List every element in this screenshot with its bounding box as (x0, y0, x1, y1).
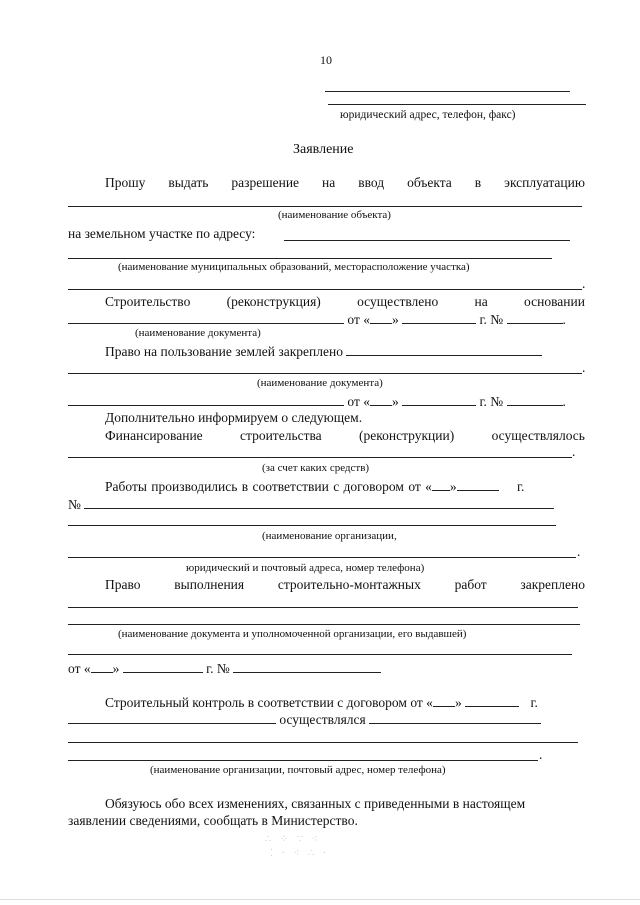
construction-doc-field[interactable] (68, 311, 344, 324)
period: . (577, 544, 581, 559)
land-use-doc-line (68, 393, 566, 410)
right-document-field[interactable] (68, 607, 578, 608)
month-field[interactable] (402, 311, 476, 324)
faint-stamp: ∴ ⁘ ∵ ⁖ (265, 834, 321, 845)
day-field[interactable] (370, 311, 392, 324)
construction-word: осуществлено (357, 294, 439, 309)
caption-document: (наименование документа) (135, 327, 261, 339)
period: . (582, 276, 586, 291)
construction-word: основании (524, 294, 585, 309)
construction-doc-line (68, 311, 566, 328)
day-field[interactable] (433, 694, 455, 707)
period: . (572, 444, 576, 459)
year-label: г. (530, 695, 538, 710)
control-org-field-2[interactable] (369, 711, 541, 724)
land-address-field[interactable] (284, 240, 570, 241)
period: . (582, 360, 586, 375)
control-org-field[interactable] (68, 711, 276, 724)
land-use-field-2[interactable] (68, 373, 582, 374)
from-label: от « (68, 661, 91, 676)
number-field[interactable] (233, 660, 381, 673)
right-document-field-3[interactable] (68, 654, 572, 655)
quote-close: » (112, 661, 120, 676)
right-document-field-2[interactable] (68, 624, 580, 625)
header-line-1 (325, 91, 570, 92)
performed-label: осуществлялся (279, 712, 366, 727)
request-word: эксплуатацию (504, 175, 585, 190)
right-word: строительно-монтажных (277, 577, 421, 592)
document-title: Заявление (293, 142, 354, 157)
land-use-line (105, 343, 542, 360)
caption-address: юридический и почтовый адреса, номер телефона) (186, 562, 425, 574)
month-field[interactable] (402, 393, 476, 406)
financing-word: (реконструкции) (359, 428, 455, 443)
period: . (562, 312, 566, 327)
contract-number-field[interactable] (84, 496, 554, 509)
financing-word: осуществлялось (491, 428, 585, 443)
month-field[interactable] (465, 694, 519, 707)
day-field[interactable] (91, 660, 113, 673)
faint-stamp: ⁚ · ⁖ ∴ · (270, 848, 330, 859)
right-word: закреплено (520, 577, 585, 592)
control-text: Строительный контроль в соответствии с договором от « (105, 695, 433, 710)
year-label: г. (517, 479, 525, 494)
organization-address-field[interactable] (68, 557, 576, 558)
right-word: работ (454, 577, 487, 592)
caption-control: (наименование организации, почтовый адрес, номер телефона) (150, 764, 446, 776)
right-date-line (68, 660, 381, 677)
year-no-label: г. № (479, 312, 504, 327)
request-word: выдать (168, 175, 209, 190)
number-label: № (68, 497, 81, 512)
control-line (105, 694, 538, 711)
construction-word: на (474, 294, 488, 309)
day-field[interactable] (432, 478, 450, 491)
period: . (539, 747, 543, 762)
quote-close: » (391, 312, 399, 327)
works-no-line (68, 496, 554, 513)
page-number: 10 (320, 53, 332, 67)
from-label: от « (347, 312, 370, 327)
number-field[interactable] (507, 393, 563, 406)
control-org-field-3[interactable] (68, 742, 578, 743)
financing-field[interactable] (68, 457, 572, 458)
caption-document: (наименование документа) (257, 377, 383, 389)
day-field[interactable] (370, 393, 392, 406)
right-word: Право (105, 577, 141, 592)
month-field[interactable] (123, 660, 203, 673)
construction-word: (реконструкция) (226, 294, 321, 309)
caption-object: (наименование объекта) (278, 209, 391, 221)
request-word: ввод (358, 175, 385, 190)
land-address-field-3[interactable] (68, 289, 582, 290)
quote-close: » (449, 479, 457, 494)
request-word: объекта (407, 175, 452, 190)
construction-word: Строительство (105, 294, 191, 309)
land-label: на земельном участке по адресу: (68, 226, 256, 241)
land-use-label: Право на пользование землей закреплено (105, 344, 343, 359)
year-no-label: г. № (206, 661, 230, 676)
month-field[interactable] (457, 478, 499, 491)
land-use-doc-field[interactable] (68, 393, 344, 406)
request-word: в (474, 175, 482, 190)
construction-line (105, 294, 585, 310)
right-line (105, 577, 585, 593)
header-caption: юридический адрес, телефон, факс) (340, 109, 516, 121)
from-label: от « (347, 394, 370, 409)
caption-organization: (наименование организации, (262, 530, 397, 542)
page-bottom-edge (0, 899, 640, 900)
request-line (105, 175, 585, 191)
obligation-line-1: Обязуюсь обо всех изменениях, связанных с приведенными в настоящем (105, 796, 526, 811)
organization-field[interactable] (68, 525, 556, 526)
quote-close: » (391, 394, 399, 409)
caption-financing: (за счет каких средств) (262, 462, 370, 474)
right-word: выполнения (174, 577, 245, 592)
works-line (105, 478, 524, 495)
request-word: разрешение (231, 175, 300, 190)
financing-word: Финансирование (105, 428, 203, 443)
land-use-field[interactable] (346, 343, 542, 356)
control-org-field-4[interactable] (68, 760, 538, 761)
request-word: Прошу (105, 175, 146, 190)
caption-municipal: (наименование муниципальных образований, месторасположение участка) (118, 261, 470, 273)
object-name-field[interactable] (68, 206, 582, 207)
caption-right: (наименование документа и уполномоченной организации, его выдавшей) (118, 628, 467, 640)
year-no-label: г. № (479, 394, 504, 409)
works-text: Работы производились в соответствии с договором от « (105, 479, 432, 494)
number-field[interactable] (507, 311, 563, 324)
financing-line (105, 428, 585, 444)
additional-info: Дополнительно информируем о следующем. (105, 410, 363, 425)
period: . (562, 394, 566, 409)
land-address-field-2[interactable] (68, 258, 552, 259)
header-line-2 (328, 104, 586, 105)
control-performed-line (68, 711, 541, 728)
obligation-line-2: заявлении сведениями, сообщать в Министерство. (68, 813, 358, 828)
quote-close: » (454, 695, 462, 710)
financing-word: строительства (240, 428, 322, 443)
request-word: на (322, 175, 336, 190)
